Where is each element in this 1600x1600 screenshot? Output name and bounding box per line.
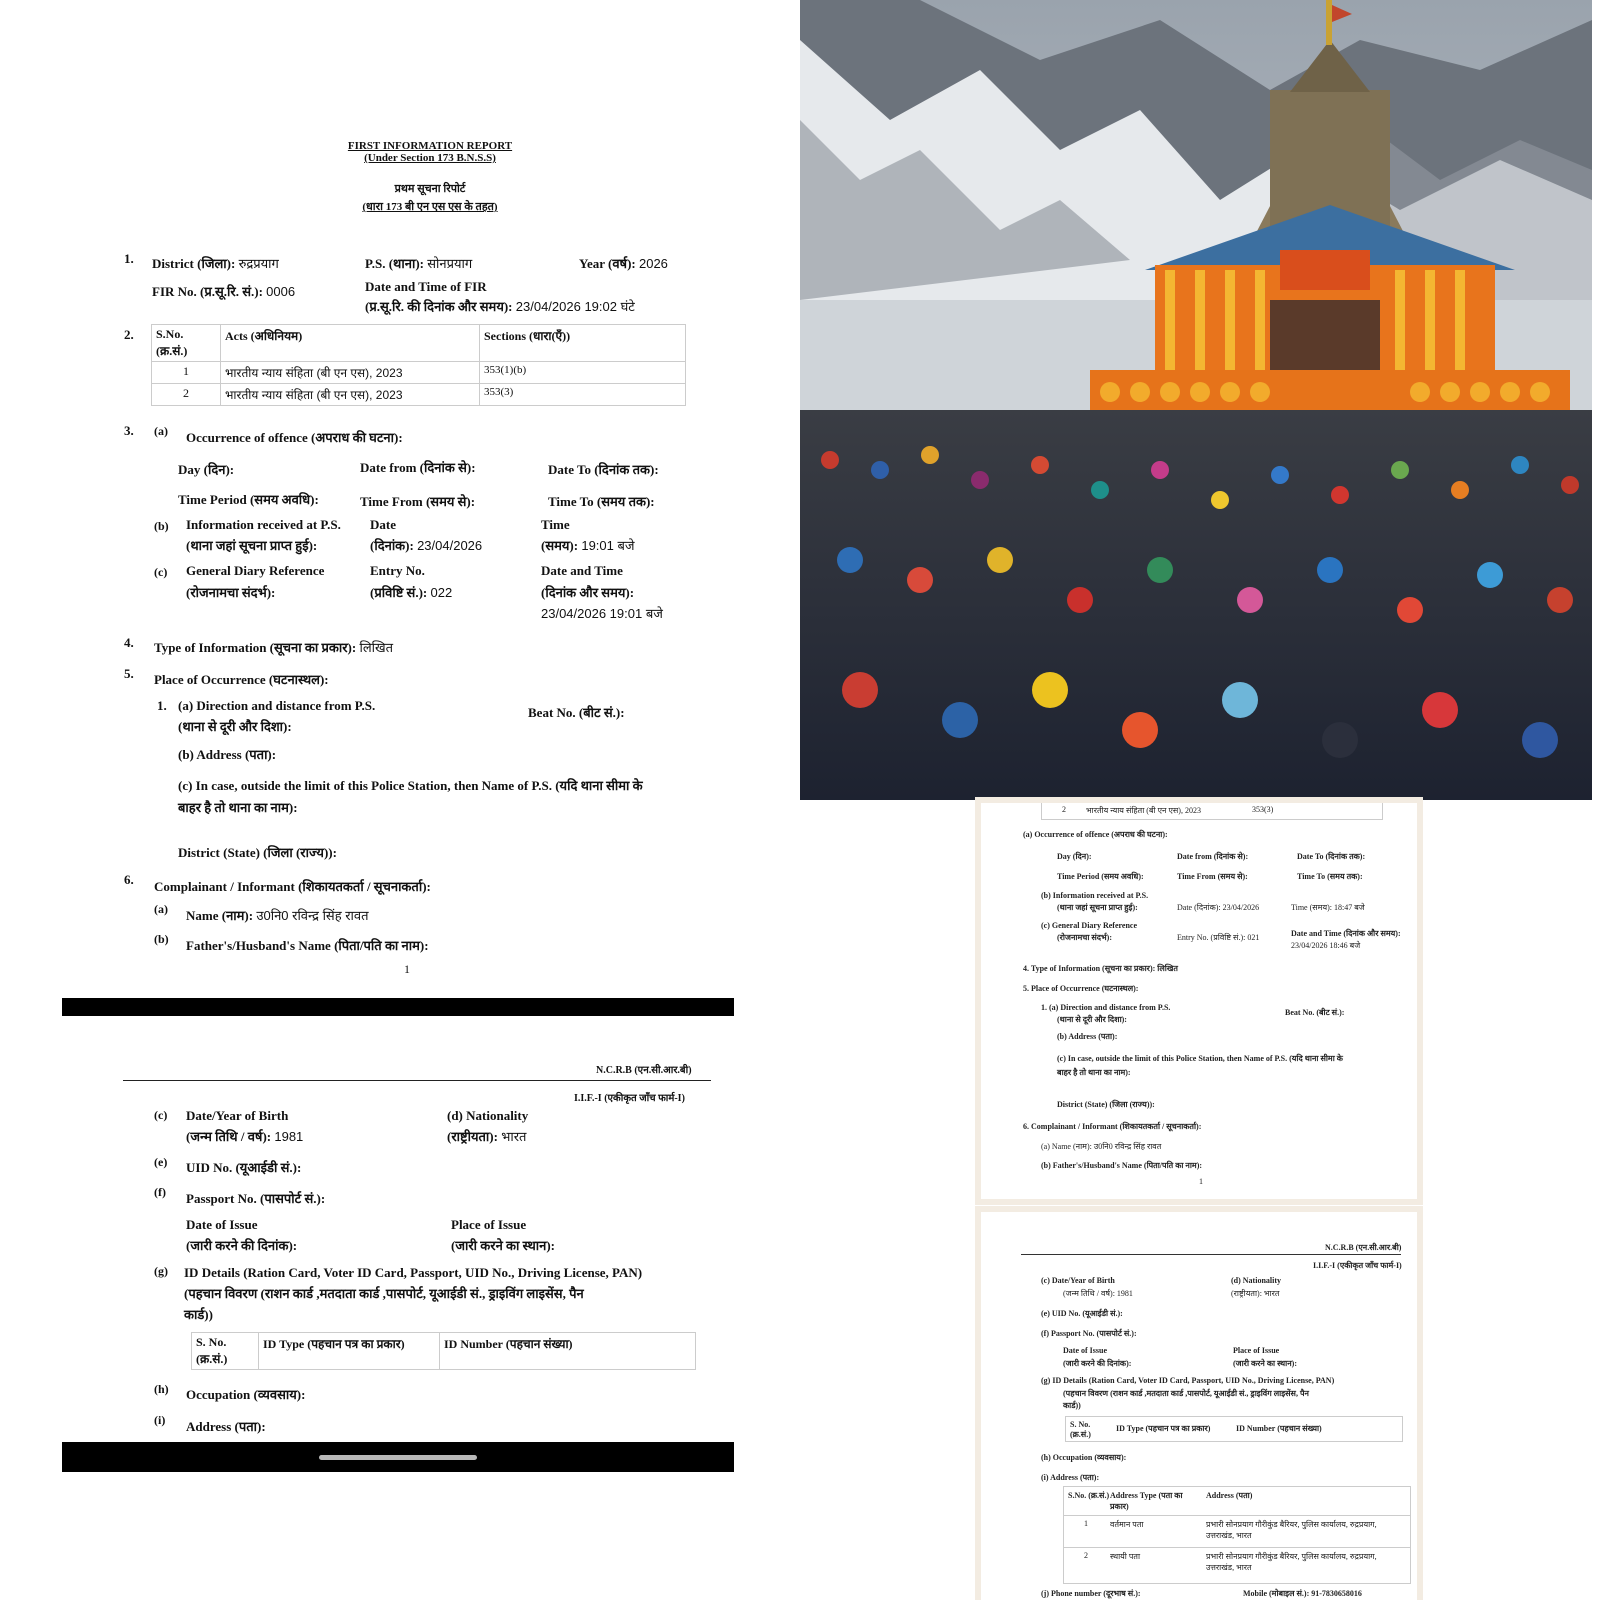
info-received-label-2: (थाना जहां सूचना प्राप्त हुई): (186, 538, 318, 553)
father-name-label: Father's/Husband's Name (पिता/पति का नाम): (186, 938, 429, 953)
time-from-label: Time From (समय से): (360, 494, 476, 509)
info-time-label-1: Time (541, 517, 570, 532)
acts-table (151, 324, 686, 406)
fir-no-value: 0006 (266, 284, 296, 299)
fir-datetime-field (365, 297, 635, 315)
thumb1-type: 4. Type of Information (सूचना का प्रकार): लिखित (1023, 964, 1178, 973)
thumb1-beat: Beat No. (बीट सं.): (1285, 1008, 1345, 1017)
thumb2-dob2: (जन्म तिथि / वर्ष): 1981 (1063, 1289, 1133, 1298)
direction-label-1: (a) Direction and distance from P.S. (178, 698, 376, 713)
thumb2-id-table (1065, 1416, 1403, 1442)
id-header-number: ID Number (पहचान संख्या) (440, 1333, 696, 1370)
thumb1-district: District (State) (जिला (राज्य)): (1057, 1100, 1155, 1109)
thumb2-doi2: (जारी करने की दिनांक): (1063, 1359, 1132, 1368)
section-5-number: 5. (124, 666, 134, 681)
thumb1-time-to: Time To (समय तक): (1297, 872, 1363, 881)
id-details-label-2: (पहचान विवरण (राशन कार्ड ,मतदाता कार्ड ,पासपोर्ट, यूआईडी सं., ड्राइविंग लाइसेंस, पैन (184, 1286, 584, 1301)
nationality-value: भारत (501, 1129, 527, 1144)
header-rule (123, 1080, 711, 1081)
dob-label-1: Date/Year of Birth (186, 1108, 289, 1123)
thumb2-address-table (1063, 1486, 1411, 1584)
info-date-field (370, 536, 482, 554)
thumb2-occupation: (h) Occupation (व्यवसाय): (1041, 1453, 1127, 1462)
entry-value: 022 (430, 585, 453, 600)
id-table-header (192, 1333, 696, 1370)
nationality-label-1: (d) Nationality (447, 1108, 529, 1123)
thumb2-addr-h1: Address Type (पता का प्रकार) (1110, 1491, 1183, 1511)
thumb2-addr-h0: S.No. (क्र.सं.) (1068, 1491, 1110, 1500)
year-value: 2026 (638, 256, 668, 271)
thumb1-gd: (c) General Diary Reference (1041, 921, 1138, 930)
info-time-field (541, 536, 635, 554)
beat-label: Beat No. (बीट सं.): (528, 705, 625, 720)
district-state-label: District (State) (जिला (राज्य)): (178, 845, 337, 860)
thumb2-id-h2: ID Number (पहचान संख्या) (1236, 1424, 1322, 1433)
date-from-label: Date from (दिनांक से): (360, 460, 476, 475)
complainant-name-value: उ0नि0 रविन्द्र सिंह रावत (256, 908, 369, 923)
thumb1-dt-value: 23/04/2026 18:46 बजे (1291, 941, 1361, 950)
s3-c: (c) (154, 565, 168, 579)
entry-label-1: Entry No. (370, 563, 425, 578)
outside-label-2: बाहर है तो थाना का नाम): (178, 800, 298, 815)
year-field (579, 254, 668, 272)
type-of-info-label: Type of Information (सूचना का प्रकार): (154, 640, 357, 655)
thumb2-mobile: Mobile (मोबाइल सं.): 91-7830658016 (1243, 1589, 1362, 1598)
ncrb-label: N.C.R.B (एन.सी.आर.बी) (596, 1065, 692, 1076)
gd-label-2: (रोजनामचा संदर्भ): (186, 585, 276, 600)
thumb2-addr-r0-addr: प्रभारी सोनप्रयाग गौरीकुंड बैरियर, पुलिस कार्यालय, रुद्रप्रयाग, उत्तराखंड, भारत (1206, 1520, 1377, 1540)
complainant-label: Complainant / Informant (शिकायतकर्ता / सूचनाकर्ता): (154, 879, 431, 894)
p2-e: (e) (154, 1155, 168, 1169)
address-label: (b) Address (पता): (178, 747, 277, 762)
time-period-label: Time Period (समय अवधि): (178, 492, 319, 507)
row-section: 353(1)(b) (480, 362, 686, 384)
poi-label-1: Place of Issue (451, 1217, 527, 1232)
thumb2-passport: (f) Passport No. (पासपोर्ट सं.): (1041, 1329, 1137, 1338)
thumb2-id3: कार्ड)) (1063, 1401, 1081, 1410)
address-label-p2: Address (पता): (186, 1419, 266, 1434)
thumb2-id-h1: ID Type (पहचान पत्र का प्रकार) (1116, 1424, 1211, 1433)
fir-no-field (152, 282, 295, 300)
type-of-info-value: लिखित (359, 640, 394, 655)
header-acts: Acts (अधिनियम) (221, 325, 480, 362)
id-details-label-1: ID Details (Ration Card, Voter ID Card, Passport, UID No., Driving License, PAN) (184, 1265, 643, 1280)
thumb2-dob: (c) Date/Year of Birth (1041, 1276, 1115, 1285)
s3-b: (b) (154, 519, 169, 533)
thumb2-nat2: (राष्ट्रीयता): भारत (1231, 1289, 1280, 1298)
section-4-number: 4. (124, 635, 134, 650)
fir-datetime-label-1: Date and Time of FIR (365, 279, 487, 294)
thumb1-time-from: Time From (समय से): (1177, 872, 1248, 881)
table-row (152, 384, 686, 406)
thumb2-doi: Date of Issue (1063, 1346, 1107, 1355)
complainant-name-field (186, 906, 369, 924)
thumb2-poi: Place of Issue (1233, 1346, 1280, 1355)
doi-label-2: (जारी करने की दिनांक): (186, 1238, 298, 1253)
header-sections: Sections (धारा(एँ)) (480, 325, 686, 362)
dob-field (186, 1127, 303, 1145)
thumb1-gd2: (रोजनामचा संदर्भ): (1057, 933, 1112, 942)
home-indicator[interactable] (319, 1455, 477, 1460)
thumb1-page-number: 1 (1199, 1177, 1203, 1186)
info-date-value: 23/04/2026 (417, 538, 483, 553)
row-act: भारतीय न्याय संहिता (बी एन एस), 2023 (221, 362, 480, 384)
thumb1-addr: (b) Address (पता): (1057, 1032, 1118, 1041)
thumb2-addr-r1-sno: 2 (1084, 1551, 1088, 1560)
type-of-info-field (154, 638, 393, 656)
thumb2-phone: (j) Phone number (दूरभाष सं.): (1041, 1589, 1141, 1598)
ps-field (365, 254, 472, 272)
section-2-number: 2. (124, 327, 134, 342)
ps-label: P.S. (थाना): (365, 256, 424, 271)
thumb2-id-h0: S. No. (क्र.सं.) (1070, 1420, 1091, 1439)
occupation-label: Occupation (व्यवसाय): (186, 1387, 306, 1402)
year-label: Year (वर्ष): (579, 256, 636, 271)
row-act: भारतीय न्याय संहिता (बी एन एस), 2023 (221, 384, 480, 406)
s6-b: (b) (154, 932, 169, 946)
thumb2-address: (i) Address (पता): (1041, 1473, 1100, 1482)
thumb2-addr-r1-addr: प्रभारी सोनप्रयाग गौरीकुंड बैरियर, पुलिस कार्यालय, रुद्रप्रयाग, उत्तराखंड, भारत (1206, 1552, 1377, 1572)
entry-label-2: (प्रविष्टि सं.): (370, 585, 428, 600)
thumb2-ncrb: N.C.R.B (एन.सी.आर.बी) (1325, 1243, 1402, 1252)
thumb1-row-sec: 353(3) (1252, 805, 1274, 814)
passport-label: Passport No. (पासपोर्ट सं.): (186, 1191, 326, 1206)
bottom-bar (62, 1442, 734, 1472)
section-1-number: 1. (124, 251, 134, 266)
district-label: District (जिला): (152, 256, 236, 271)
thumb1-father: (b) Father's/Husband's Name (पिता/पति का नाम): (1041, 1161, 1203, 1170)
s6-a: (a) (154, 902, 168, 916)
thumb1-time: Time (समय): 18:47 बजे (1291, 903, 1365, 912)
complainant-name-label: Name (नाम): (186, 908, 254, 923)
info-date-label-2: (दिनांक): (370, 538, 414, 553)
thumb2-addr-r1-type: स्थायी पता (1110, 1552, 1141, 1561)
thumb1-occurrence: (a) Occurrence of offence (अपराध की घटना): (1023, 830, 1168, 839)
nationality-field (447, 1127, 526, 1145)
thumb2-rule (1021, 1254, 1401, 1255)
thumb2-addr-divider (1064, 1547, 1410, 1548)
thumb1-info2: (थाना जहां सूचना प्राप्त हुई): (1057, 903, 1138, 912)
row-section: 353(3) (480, 384, 686, 406)
thumb1-table-row (1041, 803, 1383, 820)
thumb1-dt: Date and Time (दिनांक और समय): (1291, 929, 1401, 938)
thumb2-poi2: (जारी करने का स्थान): (1233, 1359, 1297, 1368)
id-table (191, 1332, 696, 1370)
fir-title-hi: प्रथम सूचना रिपोर्ट (394, 183, 466, 195)
doi-label-1: Date of Issue (186, 1217, 258, 1232)
gd-dt-value: 23/04/2026 19:01 बजे (541, 606, 663, 621)
section-6-number: 6. (124, 872, 134, 887)
thumb1-time-period: Time Period (समय अवधि): (1057, 872, 1144, 881)
thumb1-outside: (c) In case, outside the limit of this Police Station, then Name of P.S. (यदि थाना सीमा के (1057, 1054, 1343, 1063)
time-to-label: Time To (समय तक): (548, 494, 655, 509)
p2-g: (g) (154, 1264, 168, 1278)
outside-label-1: (c) In case, outside the limit of this Police Station, then Name of P.S. (यदि थाना सीमा के (178, 778, 643, 793)
header-sno: S.No. (क्र.सं.) (152, 325, 221, 362)
p2-c: (c) (154, 1108, 168, 1122)
date-to-label: Date To (दिनांक तक): (548, 462, 659, 477)
place-label: Place of Occurrence (घटनास्थल): (154, 672, 329, 687)
fir-thumbnail-page-1 (981, 803, 1417, 1199)
page-number: 1 (404, 962, 410, 976)
thumb2-id: (g) ID Details (Ration Card, Voter ID Card, Passport, UID No., Driving License, PAN) (1041, 1376, 1335, 1385)
nationality-label-2: (राष्ट्रीयता): (447, 1129, 498, 1144)
fir-no-label: FIR No. (प्र.सू.रि. सं.): (152, 284, 263, 299)
occurrence-label: Occurrence of offence (अपराध की घटना): (186, 430, 403, 445)
info-time-value: 19:01 बजे (581, 538, 635, 553)
thumb1-day: Day (दिन): (1057, 852, 1092, 861)
id-details-label-3: कार्ड)) (184, 1307, 213, 1322)
p2-i: (i) (154, 1413, 166, 1427)
thumb1-name: (a) Name (नाम): उ0नि0 रविन्द्र सिंह रावत (1041, 1142, 1162, 1151)
dob-label-2: (जन्म तिथि / वर्ष): (186, 1129, 272, 1144)
thumb1-place: 5. Place of Occurrence (घटनास्थल): (1023, 984, 1139, 993)
acts-table-header (152, 325, 686, 362)
poi-label-2: (जारी करने का स्थान): (451, 1238, 555, 1253)
info-date-label-1: Date (370, 517, 396, 532)
table-row (152, 362, 686, 384)
thumb1-date: Date (दिनांक): 23/04/2026 (1177, 903, 1260, 912)
thumb1-outside2: बाहर है तो थाना का नाम): (1057, 1068, 1131, 1077)
fir-datetime-label-2: (प्र.सू.रि. की दिनांक और समय): (365, 299, 513, 314)
id-header-sno: S. No. (क्र.सं.) (192, 1333, 259, 1370)
section-3-number: 3. (124, 423, 134, 438)
thumb1-complainant: 6. Complainant / Informant (शिकायतकर्ता / सूचनाकर्ता): (1023, 1122, 1202, 1131)
dob-value: 1981 (274, 1129, 304, 1144)
fir-subtitle-en: (Under Section 173 B.N.S.S) (364, 152, 496, 164)
thumb1-dir: 1. (a) Direction and distance from P.S. (1041, 1003, 1171, 1012)
info-received-label-1: Information received at P.S. (186, 517, 341, 532)
s3-a: (a) (154, 424, 168, 438)
row-sno: 2 (152, 384, 221, 406)
thumb2-uid: (e) UID No. (यूआईडी सं.): (1041, 1309, 1123, 1318)
temple-crowd-photo (800, 0, 1592, 800)
iif-label: I.I.F.-I (एकीकृत जाँच फार्म-I) (574, 1093, 685, 1104)
fir-subtitle-hi: (धारा 173 बी एन एस एस के तहत) (362, 201, 498, 213)
id-header-type: ID Type (पहचान पत्र का प्रकार) (259, 1333, 440, 1370)
thumb2-id2: (पहचान विवरण (राशन कार्ड ,मतदाता कार्ड ,पासपोर्ट, यूआईडी सं., ड्राइविंग लाइसेंस, पैन (1063, 1389, 1309, 1398)
ps-value: सोनप्रयाग (427, 256, 473, 271)
thumb1-info: (b) Information received at P.S. (1041, 891, 1149, 900)
p2-f: (f) (154, 1185, 166, 1199)
thumb2-nat: (d) Nationality (1231, 1276, 1281, 1285)
info-time-label-2: (समय): (541, 538, 579, 553)
thumb1-row-act: भारतीय न्याय संहिता (बी एन एस), 2023 (1086, 806, 1201, 815)
entry-field (370, 583, 452, 601)
fir-thumbnail-page-2 (981, 1212, 1417, 1600)
thumb2-addr-h2: Address (पता) (1206, 1491, 1253, 1500)
thumb1-date-to: Date To (दिनांक तक): (1297, 852, 1366, 861)
temple-photo-illustration (800, 0, 1592, 800)
page-divider-bar (62, 998, 734, 1016)
fir-title-en: FIRST INFORMATION REPORT (347, 140, 513, 152)
thumb1-dir2: (थाना से दूरी और दिशा): (1057, 1015, 1127, 1024)
thumb1-date-from: Date from (दिनांक से): (1177, 852, 1249, 861)
gd-label-1: General Diary Reference (186, 563, 325, 578)
thumb2-addr-r0-sno: 1 (1084, 1519, 1088, 1528)
row-sno: 1 (152, 362, 221, 384)
uid-label: UID No. (यूआईडी सं.): (186, 1160, 302, 1175)
s5-sub-number: 1. (157, 698, 167, 713)
gd-dt-label-1: Date and Time (541, 563, 623, 578)
thumb2-addr-r0-type: वर्तमान पता (1110, 1520, 1144, 1529)
district-value: रुद्रप्रयाग (238, 256, 279, 271)
fir-datetime-value: 23/04/2026 19:02 घंटे (515, 299, 635, 314)
thumb1-entry: Entry No. (प्रविष्टि सं.): 021 (1177, 933, 1260, 942)
thumb2-addr-divider (1064, 1515, 1410, 1516)
day-label: Day (दिन): (178, 462, 235, 477)
gd-dt-label-2: (दिनांक और समय): (541, 585, 635, 600)
direction-label-2: (थाना से दूरी और दिशा): (178, 719, 292, 734)
thumb1-row-sno: 2 (1062, 805, 1066, 814)
thumb2-iif: I.I.F.-I (एकीकृत जाँच फार्म-I) (1313, 1261, 1402, 1270)
district-field (152, 254, 279, 272)
p2-h: (h) (154, 1382, 169, 1396)
